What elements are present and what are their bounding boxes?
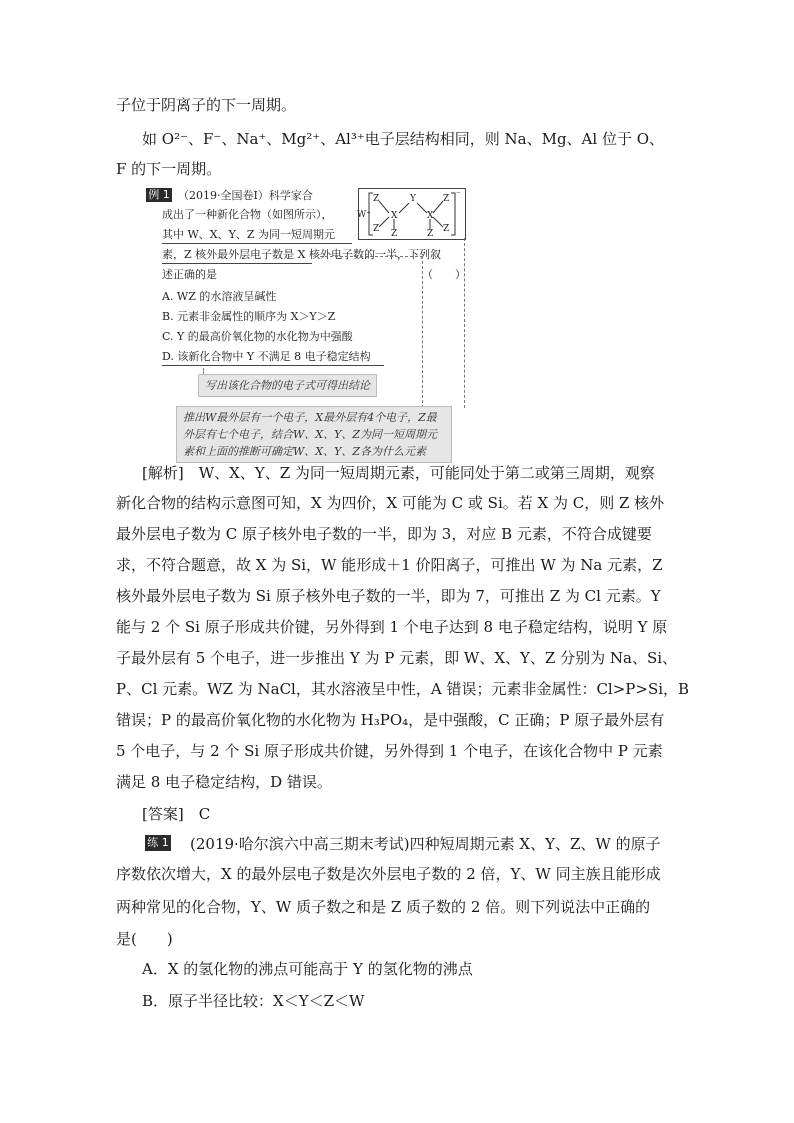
svg-text:X: X [391,211,398,221]
analysis-line: P、Cl 元素。WZ 为 NaCl，其水溶液呈中性，A 错误；元素非金属性：Cl>P>Si，B [116,680,690,698]
example-question-line: （2019·全国卷Ⅰ）科学家合 [178,189,313,202]
svg-text:Z: Z [427,229,434,239]
answer-label: [答案] [142,805,184,823]
analysis-line: 能与 2 个 Si 原子形成共价键，另外得到 1 个电子达到 8 电子稳定结构，说明 Y 原 [116,618,668,636]
analysis-line: 新化合物的结构示意图可知，X 为四价，X 可能为 C 或 Si。若 X 为 C，则 Z 核外 [116,494,665,512]
practice-line: (2019·哈尔滨六中高三期末考试)四种短周期元素 X、Y、Z、W 的原子 [190,835,661,853]
guide-line [315,256,423,257]
analysis-line: 错误；P 的最高价氧化物的水化物为 H₃PO₄，是中强酸，C 正确；P 原子最外层有 [116,711,665,729]
intro-line-2: 如 O²⁻、F⁻、Na⁺、Mg²⁺、Al³⁺电子层结构相同，则 Na、Mg、Al 位于 O、 [142,130,665,148]
analysis-line: 最外层电子数为 C 原子核外电子数的一半，即为 3，对应 B 元素，不符合成键要 [116,525,652,543]
practice-line: 两种常见的化合物，Y、W 质子数之和是 Z 质子数的 2 倍。则下列说法中正确的 [116,898,651,916]
svg-text:⁻: ⁻ [456,190,461,200]
intro-line-1: 子位于阴离子的下一周期。 [116,96,297,114]
cation-label: W⁺ [357,210,372,220]
analysis-line: [解析] W、X、Y、Z 为同一短周期元素，可能同处于第二或第三周期，观察 [142,464,655,482]
practice-badge: 练 1 [145,835,171,851]
example-question-line: 素，Z 核外最外层电子数是 X 核外电子数的一半，下列叙 [162,248,441,261]
hint-note-1: 写出该化合物的电子式可得出结论 [198,374,377,397]
example-question-line: 成出了一种新化合物（如图所示）， [162,208,333,221]
practice-option-b: B．原子半径比较：X＜Y＜Z＜W [142,992,365,1010]
svg-text:Z: Z [373,224,380,234]
option-c: C. Y 的最高价氧化物的水化物为中强酸 [162,330,353,343]
example-question-line: 述正确的是 [162,268,217,281]
practice-line: 序数依次增大，X 的最外层电子数是次外层电子数的 2 倍，Y、W 同主族且能形成 [116,865,661,883]
example-1-box [142,188,472,458]
hint-note-2-line: 外层有七个电子，结合W、X、Y、Z为同一短周期元 [183,428,438,442]
guide-line [422,256,423,408]
structure-diagram [358,188,466,240]
svg-text:Z: Z [373,194,380,204]
underline [162,365,384,366]
analysis-line: 子最外层有 5 个电子，进一步推出 Y 为 P 元素，即 W、X、Y、Z 分别为 Na、Si、 [116,649,678,667]
example-badge: 例 1 [146,188,172,202]
svg-text:Z: Z [391,229,398,239]
analysis-line: 核外最外层电子数为 Si 原子核外电子数的一半，即为 7，可推出 Z 为 Cl 元素。Y [116,587,661,605]
answer-value: C [198,805,211,823]
underline [162,263,312,264]
practice-option-a: A．X 的氢化物的沸点可能高于 Y 的氢化物的沸点 [142,960,473,978]
svg-text:X: X [427,211,434,221]
example-question-line: 其中 W、X、Y、Z 为同一短周期元 [162,228,336,241]
svg-text:Y: Y [410,194,416,204]
analysis-line: 5 个电子，与 2 个 Si 原子形成共价键，另外得到 1 个电子，在该化合物中 P 元素 [116,742,663,760]
svg-text:Z: Z [443,194,450,204]
hint-note-2-line: 素和上面的推断可确定W、X、Y、Z各为什么元素 [183,445,427,459]
option-d: D. 该新化合物中 Y 不满足 8 电子稳定结构 [162,350,371,363]
option-b: B. 元素非金属性的顺序为 X＞Y＞Z [162,310,336,323]
option-a: A. WZ 的水溶液呈碱性 [162,290,277,303]
analysis-line: 满足 8 电子稳定结构，D 错误。 [116,773,332,791]
practice-line: 是( ) [116,930,173,948]
intro-line-3: F 的下一周期。 [116,160,222,178]
analysis-line: 求，不符合题意，故 X 为 Si，W 能形成＋1 价阳离子，可推出 W 为 Na 元素，Z [116,556,663,574]
answer-parentheses: （ ） [422,268,466,281]
underline [162,243,352,244]
guide-line [464,238,465,408]
hint-note-2 [176,406,452,463]
svg-text:Z: Z [443,224,450,234]
answer-line [142,807,210,822]
hint-note-2-line: 推出W最外层有一个电子，X最外层有4个电子，Z最 [183,411,437,424]
